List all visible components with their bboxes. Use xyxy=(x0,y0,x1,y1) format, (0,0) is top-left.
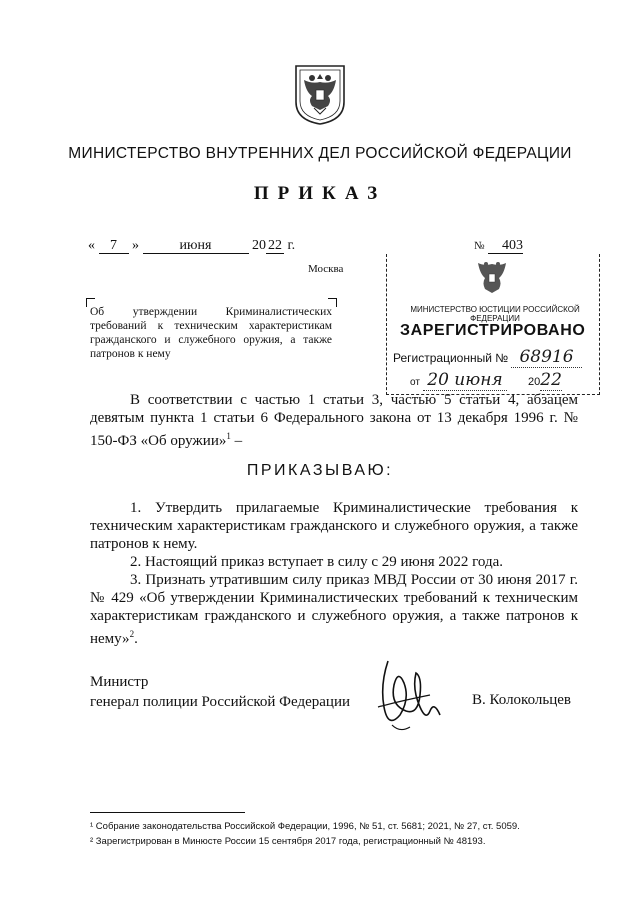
document-title: ПРИКАЗ xyxy=(253,183,387,204)
order-item-3-end: . xyxy=(134,631,138,647)
order-subject: Об утверждении Криминалистических требований к техническим характеристикам гражданского и служебного оружия, а также патронов к нему xyxy=(90,306,332,360)
signatory-position-line1: Министр xyxy=(90,674,149,690)
footnote-ref-1: 1 xyxy=(226,431,231,441)
coat-of-arms-emblem xyxy=(290,62,350,126)
stamp-registration xyxy=(393,347,582,367)
signatory-position-line2: генерал полиции Российской Федерации xyxy=(90,694,351,710)
stamp-date-prefix: от xyxy=(410,377,420,388)
stamp-ministry: МИНИСТЕРСТВО ЮСТИЦИИ РОССИЙСКОЙ ФЕДЕРАЦИИ xyxy=(410,305,580,323)
date-open-quote: « xyxy=(88,238,95,253)
order-number xyxy=(474,238,523,254)
stamp-date-handwritten: 20 июня xyxy=(423,370,506,391)
footnote-divider xyxy=(90,812,245,813)
footnote-1: ¹ Собрание законодательства Российской Федерации, 1996, № 51, ст. 5681; 2021, № 27, ст. 5059. xyxy=(90,821,520,832)
footnote-2: ² Зарегистрирован в Минюсте России 15 сентября 2017 года, регистрационный № 48193. xyxy=(90,836,486,847)
stamp-year-handwritten: 22 xyxy=(540,370,562,390)
stamp-year-prefix: 20 xyxy=(528,376,541,388)
preamble xyxy=(90,391,578,450)
order-date xyxy=(88,238,295,254)
ministry-name: МИНИСТЕРСТВО ВНУТРЕННИХ ДЕЛ РОССИЙСКОЙ ФЕДЕРАЦИИ xyxy=(68,145,572,162)
date-century: 20 xyxy=(252,238,266,253)
date-day: 7 xyxy=(99,239,129,254)
stamp-date xyxy=(410,370,562,390)
date-year-suffix: г. xyxy=(287,238,296,253)
handwritten-signature xyxy=(370,655,445,735)
footnote-ref-2: 2 xyxy=(129,629,135,639)
city: Москва xyxy=(308,263,344,275)
stamp-reg-label: Регистрационный № xyxy=(393,351,509,365)
order-item-3-text: 3. Признать утратившим силу приказ МВД России от 30 июня 2017 г. № 429 «Об утверждении Криминалистических требований к техническим характеристикам гражданского и служебного оружия, а также патронов к нему» xyxy=(90,572,578,647)
number-label: № xyxy=(474,240,485,252)
date-year: 22 xyxy=(268,238,282,253)
stamp-status: ЗАРЕГИСТРИРОВАНО xyxy=(400,322,586,339)
order-item-2: 2. Настоящий приказ вступает в силу с 29 июня 2022 года. xyxy=(130,554,504,570)
order-item-1: 1. Утвердить прилагаемые Криминалистические требования к техническим характеристикам гражданского и служебного оружия, а также патронов к нему. xyxy=(90,500,578,552)
stamp-emblem-icon xyxy=(472,258,512,300)
number-value: 403 xyxy=(488,238,523,254)
preamble-text: В соответствии с частью 1 статьи 3, частью 5 статьи 4, абзацем девятым пункта 1 статьи 6 Федерального закона от 13 декабря 1996 г. № 150-ФЗ «Об оружии» xyxy=(90,392,578,449)
order-item-3 xyxy=(90,571,578,648)
date-month: июня xyxy=(143,239,249,254)
signatory-position xyxy=(90,672,350,712)
date-close-quote: » xyxy=(132,238,139,253)
orders-heading: ПРИКАЗЫВАЮ: xyxy=(246,462,394,479)
preamble-end: – xyxy=(230,433,243,449)
signatory-name: В. Колокольцев xyxy=(472,692,571,708)
stamp-reg-number: 68916 xyxy=(511,347,581,368)
